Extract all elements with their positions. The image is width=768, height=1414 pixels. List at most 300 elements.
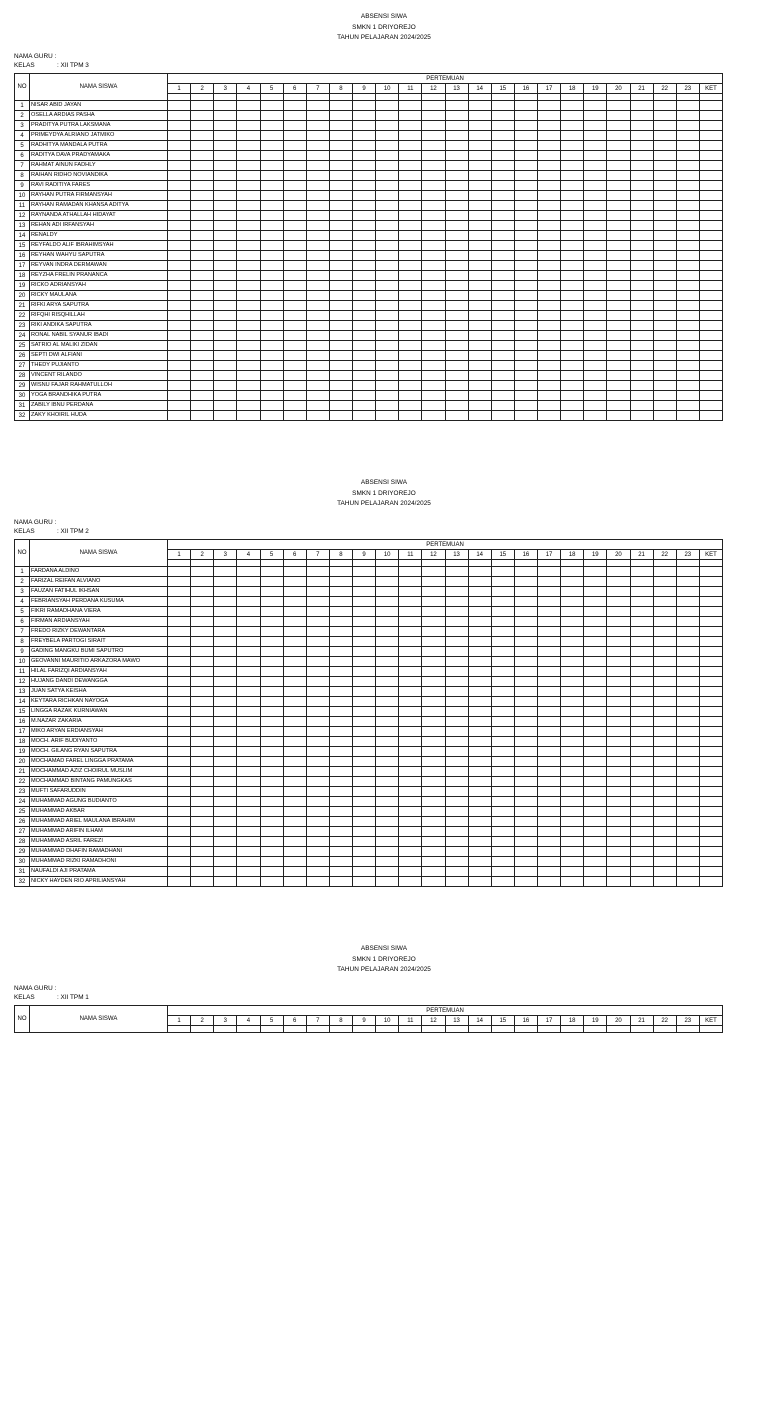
attendance-cell[interactable] bbox=[191, 677, 214, 687]
attendance-cell[interactable] bbox=[445, 181, 468, 191]
attendance-cell[interactable] bbox=[676, 101, 699, 111]
attendance-cell[interactable] bbox=[191, 577, 214, 587]
attendance-cell[interactable] bbox=[468, 221, 491, 231]
attendance-cell[interactable] bbox=[653, 341, 676, 351]
attendance-cell[interactable] bbox=[538, 131, 561, 141]
attendance-cell[interactable] bbox=[676, 647, 699, 657]
attendance-cell[interactable] bbox=[653, 241, 676, 251]
attendance-cell[interactable] bbox=[491, 301, 514, 311]
attendance-cell[interactable] bbox=[237, 181, 260, 191]
attendance-cell[interactable] bbox=[260, 141, 283, 151]
attendance-cell[interactable] bbox=[561, 251, 584, 261]
attendance-cell[interactable] bbox=[561, 757, 584, 767]
attendance-cell[interactable] bbox=[561, 351, 584, 361]
attendance-cell[interactable] bbox=[514, 757, 537, 767]
attendance-cell[interactable] bbox=[468, 597, 491, 607]
attendance-cell[interactable] bbox=[538, 321, 561, 331]
attendance-cell[interactable] bbox=[283, 191, 306, 201]
attendance-cell[interactable] bbox=[538, 767, 561, 777]
attendance-cell[interactable] bbox=[445, 251, 468, 261]
attendance-cell[interactable] bbox=[376, 171, 399, 181]
attendance-cell[interactable] bbox=[561, 291, 584, 301]
attendance-cell[interactable] bbox=[422, 877, 445, 887]
attendance-cell[interactable] bbox=[399, 877, 422, 887]
attendance-cell[interactable] bbox=[676, 577, 699, 587]
attendance-cell[interactable] bbox=[468, 687, 491, 697]
attendance-cell[interactable] bbox=[260, 361, 283, 371]
attendance-cell[interactable] bbox=[191, 401, 214, 411]
attendance-cell[interactable] bbox=[260, 707, 283, 717]
attendance-cell[interactable] bbox=[538, 211, 561, 221]
attendance-cell[interactable] bbox=[445, 837, 468, 847]
attendance-cell[interactable] bbox=[329, 687, 352, 697]
ket-cell[interactable] bbox=[699, 707, 722, 717]
attendance-cell[interactable] bbox=[676, 111, 699, 121]
attendance-cell[interactable] bbox=[491, 211, 514, 221]
attendance-cell[interactable] bbox=[653, 131, 676, 141]
attendance-cell[interactable] bbox=[376, 747, 399, 757]
attendance-cell[interactable] bbox=[399, 687, 422, 697]
attendance-cell[interactable] bbox=[376, 607, 399, 617]
attendance-cell[interactable] bbox=[584, 361, 607, 371]
ket-cell[interactable] bbox=[699, 331, 722, 341]
attendance-cell[interactable] bbox=[445, 141, 468, 151]
attendance-cell[interactable] bbox=[630, 617, 653, 627]
attendance-cell[interactable] bbox=[676, 807, 699, 817]
attendance-cell[interactable] bbox=[514, 687, 537, 697]
attendance-cell[interactable] bbox=[561, 587, 584, 597]
attendance-cell[interactable] bbox=[422, 647, 445, 657]
attendance-cell[interactable] bbox=[399, 331, 422, 341]
attendance-cell[interactable] bbox=[561, 361, 584, 371]
attendance-cell[interactable] bbox=[168, 261, 191, 271]
attendance-cell[interactable] bbox=[676, 331, 699, 341]
attendance-cell[interactable] bbox=[353, 321, 376, 331]
attendance-cell[interactable] bbox=[538, 577, 561, 587]
attendance-cell[interactable] bbox=[584, 677, 607, 687]
attendance-cell[interactable] bbox=[653, 847, 676, 857]
attendance-cell[interactable] bbox=[329, 677, 352, 687]
attendance-cell[interactable] bbox=[191, 667, 214, 677]
attendance-cell[interactable] bbox=[514, 301, 537, 311]
attendance-cell[interactable] bbox=[191, 301, 214, 311]
attendance-cell[interactable] bbox=[491, 141, 514, 151]
attendance-cell[interactable] bbox=[260, 647, 283, 657]
attendance-cell[interactable] bbox=[283, 677, 306, 687]
attendance-cell[interactable] bbox=[237, 121, 260, 131]
attendance-cell[interactable] bbox=[237, 371, 260, 381]
attendance-cell[interactable] bbox=[306, 757, 329, 767]
attendance-cell[interactable] bbox=[561, 567, 584, 577]
attendance-cell[interactable] bbox=[237, 807, 260, 817]
attendance-cell[interactable] bbox=[260, 657, 283, 667]
attendance-cell[interactable] bbox=[214, 151, 237, 161]
attendance-cell[interactable] bbox=[260, 797, 283, 807]
attendance-cell[interactable] bbox=[653, 587, 676, 597]
attendance-cell[interactable] bbox=[538, 587, 561, 597]
attendance-cell[interactable] bbox=[260, 867, 283, 877]
attendance-cell[interactable] bbox=[607, 627, 630, 637]
attendance-cell[interactable] bbox=[538, 827, 561, 837]
attendance-cell[interactable] bbox=[538, 261, 561, 271]
attendance-cell[interactable] bbox=[422, 567, 445, 577]
attendance-cell[interactable] bbox=[445, 877, 468, 887]
attendance-cell[interactable] bbox=[653, 231, 676, 241]
attendance-cell[interactable] bbox=[306, 777, 329, 787]
attendance-cell[interactable] bbox=[584, 301, 607, 311]
attendance-cell[interactable] bbox=[283, 201, 306, 211]
attendance-cell[interactable] bbox=[237, 587, 260, 597]
ket-cell[interactable] bbox=[699, 111, 722, 121]
attendance-cell[interactable] bbox=[191, 111, 214, 121]
attendance-cell[interactable] bbox=[399, 201, 422, 211]
attendance-cell[interactable] bbox=[468, 677, 491, 687]
attendance-cell[interactable] bbox=[329, 411, 352, 421]
attendance-cell[interactable] bbox=[653, 331, 676, 341]
attendance-cell[interactable] bbox=[514, 777, 537, 787]
attendance-cell[interactable] bbox=[584, 767, 607, 777]
attendance-cell[interactable] bbox=[168, 111, 191, 121]
attendance-cell[interactable] bbox=[607, 111, 630, 121]
attendance-cell[interactable] bbox=[306, 567, 329, 577]
attendance-cell[interactable] bbox=[422, 331, 445, 341]
attendance-cell[interactable] bbox=[538, 597, 561, 607]
attendance-cell[interactable] bbox=[468, 161, 491, 171]
attendance-cell[interactable] bbox=[468, 707, 491, 717]
attendance-cell[interactable] bbox=[468, 757, 491, 767]
attendance-cell[interactable] bbox=[584, 737, 607, 747]
attendance-cell[interactable] bbox=[561, 877, 584, 887]
attendance-cell[interactable] bbox=[376, 857, 399, 867]
attendance-cell[interactable] bbox=[468, 271, 491, 281]
ket-cell[interactable] bbox=[699, 747, 722, 757]
attendance-cell[interactable] bbox=[584, 311, 607, 321]
attendance-cell[interactable] bbox=[607, 857, 630, 867]
attendance-cell[interactable] bbox=[607, 321, 630, 331]
attendance-cell[interactable] bbox=[422, 707, 445, 717]
attendance-cell[interactable] bbox=[445, 351, 468, 361]
ket-cell[interactable] bbox=[699, 607, 722, 617]
attendance-cell[interactable] bbox=[607, 567, 630, 577]
attendance-cell[interactable] bbox=[260, 111, 283, 121]
attendance-cell[interactable] bbox=[561, 627, 584, 637]
attendance-cell[interactable] bbox=[283, 567, 306, 577]
attendance-cell[interactable] bbox=[676, 747, 699, 757]
attendance-cell[interactable] bbox=[561, 381, 584, 391]
attendance-cell[interactable] bbox=[491, 697, 514, 707]
attendance-cell[interactable] bbox=[237, 411, 260, 421]
attendance-cell[interactable] bbox=[584, 867, 607, 877]
attendance-cell[interactable] bbox=[306, 717, 329, 727]
attendance-cell[interactable] bbox=[191, 627, 214, 637]
attendance-cell[interactable] bbox=[399, 361, 422, 371]
attendance-cell[interactable] bbox=[584, 587, 607, 597]
attendance-cell[interactable] bbox=[607, 201, 630, 211]
attendance-cell[interactable] bbox=[676, 707, 699, 717]
attendance-cell[interactable] bbox=[676, 687, 699, 697]
ket-cell[interactable] bbox=[699, 567, 722, 577]
attendance-cell[interactable] bbox=[399, 737, 422, 747]
attendance-cell[interactable] bbox=[353, 241, 376, 251]
attendance-cell[interactable] bbox=[399, 597, 422, 607]
attendance-cell[interactable] bbox=[306, 867, 329, 877]
attendance-cell[interactable] bbox=[168, 141, 191, 151]
attendance-cell[interactable] bbox=[168, 241, 191, 251]
attendance-cell[interactable] bbox=[630, 101, 653, 111]
attendance-cell[interactable] bbox=[422, 171, 445, 181]
attendance-cell[interactable] bbox=[214, 607, 237, 617]
attendance-cell[interactable] bbox=[283, 281, 306, 291]
attendance-cell[interactable] bbox=[676, 161, 699, 171]
attendance-cell[interactable] bbox=[260, 131, 283, 141]
attendance-cell[interactable] bbox=[283, 627, 306, 637]
attendance-cell[interactable] bbox=[584, 827, 607, 837]
attendance-cell[interactable] bbox=[514, 391, 537, 401]
attendance-cell[interactable] bbox=[468, 111, 491, 121]
attendance-cell[interactable] bbox=[214, 837, 237, 847]
attendance-cell[interactable] bbox=[607, 817, 630, 827]
attendance-cell[interactable] bbox=[491, 757, 514, 767]
attendance-cell[interactable] bbox=[584, 131, 607, 141]
attendance-cell[interactable] bbox=[561, 121, 584, 131]
attendance-cell[interactable] bbox=[168, 807, 191, 817]
attendance-cell[interactable] bbox=[630, 231, 653, 241]
attendance-cell[interactable] bbox=[538, 151, 561, 161]
attendance-cell[interactable] bbox=[630, 161, 653, 171]
attendance-cell[interactable] bbox=[260, 271, 283, 281]
attendance-cell[interactable] bbox=[168, 607, 191, 617]
attendance-cell[interactable] bbox=[376, 867, 399, 877]
attendance-cell[interactable] bbox=[329, 617, 352, 627]
attendance-cell[interactable] bbox=[283, 251, 306, 261]
attendance-cell[interactable] bbox=[676, 617, 699, 627]
attendance-cell[interactable] bbox=[468, 667, 491, 677]
attendance-cell[interactable] bbox=[676, 867, 699, 877]
attendance-cell[interactable] bbox=[653, 251, 676, 261]
attendance-cell[interactable] bbox=[445, 291, 468, 301]
attendance-cell[interactable] bbox=[422, 807, 445, 817]
attendance-cell[interactable] bbox=[283, 291, 306, 301]
attendance-cell[interactable] bbox=[168, 647, 191, 657]
attendance-cell[interactable] bbox=[329, 341, 352, 351]
attendance-cell[interactable] bbox=[514, 381, 537, 391]
attendance-cell[interactable] bbox=[491, 857, 514, 867]
ket-cell[interactable] bbox=[699, 381, 722, 391]
attendance-cell[interactable] bbox=[168, 271, 191, 281]
attendance-cell[interactable] bbox=[630, 111, 653, 121]
attendance-cell[interactable] bbox=[237, 767, 260, 777]
attendance-cell[interactable] bbox=[491, 587, 514, 597]
attendance-cell[interactable] bbox=[376, 787, 399, 797]
attendance-cell[interactable] bbox=[607, 707, 630, 717]
ket-cell[interactable] bbox=[699, 637, 722, 647]
attendance-cell[interactable] bbox=[630, 171, 653, 181]
attendance-cell[interactable] bbox=[561, 311, 584, 321]
attendance-cell[interactable] bbox=[514, 341, 537, 351]
attendance-cell[interactable] bbox=[422, 391, 445, 401]
attendance-cell[interactable] bbox=[676, 727, 699, 737]
attendance-cell[interactable] bbox=[630, 261, 653, 271]
attendance-cell[interactable] bbox=[399, 281, 422, 291]
attendance-cell[interactable] bbox=[399, 151, 422, 161]
attendance-cell[interactable] bbox=[237, 677, 260, 687]
attendance-cell[interactable] bbox=[607, 757, 630, 767]
attendance-cell[interactable] bbox=[607, 747, 630, 757]
attendance-cell[interactable] bbox=[676, 667, 699, 677]
ket-cell[interactable] bbox=[699, 301, 722, 311]
attendance-cell[interactable] bbox=[468, 101, 491, 111]
attendance-cell[interactable] bbox=[399, 221, 422, 231]
ket-cell[interactable] bbox=[699, 877, 722, 887]
attendance-cell[interactable] bbox=[237, 221, 260, 231]
attendance-cell[interactable] bbox=[306, 837, 329, 847]
attendance-cell[interactable] bbox=[306, 351, 329, 361]
attendance-cell[interactable] bbox=[399, 677, 422, 687]
attendance-cell[interactable] bbox=[491, 241, 514, 251]
ket-cell[interactable] bbox=[699, 261, 722, 271]
attendance-cell[interactable] bbox=[468, 867, 491, 877]
attendance-cell[interactable] bbox=[514, 727, 537, 737]
attendance-cell[interactable] bbox=[214, 697, 237, 707]
attendance-cell[interactable] bbox=[653, 261, 676, 271]
attendance-cell[interactable] bbox=[491, 787, 514, 797]
attendance-cell[interactable] bbox=[468, 767, 491, 777]
attendance-cell[interactable] bbox=[283, 161, 306, 171]
attendance-cell[interactable] bbox=[283, 141, 306, 151]
attendance-cell[interactable] bbox=[561, 401, 584, 411]
attendance-cell[interactable] bbox=[607, 181, 630, 191]
attendance-cell[interactable] bbox=[538, 111, 561, 121]
attendance-cell[interactable] bbox=[445, 677, 468, 687]
attendance-cell[interactable] bbox=[168, 667, 191, 677]
attendance-cell[interactable] bbox=[607, 847, 630, 857]
attendance-cell[interactable] bbox=[676, 171, 699, 181]
attendance-cell[interactable] bbox=[376, 717, 399, 727]
attendance-cell[interactable] bbox=[538, 181, 561, 191]
attendance-cell[interactable] bbox=[376, 797, 399, 807]
attendance-cell[interactable] bbox=[445, 767, 468, 777]
attendance-cell[interactable] bbox=[584, 757, 607, 767]
attendance-cell[interactable] bbox=[653, 101, 676, 111]
attendance-cell[interactable] bbox=[237, 617, 260, 627]
attendance-cell[interactable] bbox=[561, 111, 584, 121]
ket-cell[interactable] bbox=[699, 221, 722, 231]
attendance-cell[interactable] bbox=[260, 607, 283, 617]
attendance-cell[interactable] bbox=[214, 597, 237, 607]
attendance-cell[interactable] bbox=[422, 301, 445, 311]
ket-cell[interactable] bbox=[699, 617, 722, 627]
attendance-cell[interactable] bbox=[191, 617, 214, 627]
attendance-cell[interactable] bbox=[329, 141, 352, 151]
attendance-cell[interactable] bbox=[607, 827, 630, 837]
attendance-cell[interactable] bbox=[168, 361, 191, 371]
attendance-cell[interactable] bbox=[422, 657, 445, 667]
attendance-cell[interactable] bbox=[584, 747, 607, 757]
attendance-cell[interactable] bbox=[283, 371, 306, 381]
attendance-cell[interactable] bbox=[514, 647, 537, 657]
attendance-cell[interactable] bbox=[607, 787, 630, 797]
attendance-cell[interactable] bbox=[561, 201, 584, 211]
attendance-cell[interactable] bbox=[329, 877, 352, 887]
attendance-cell[interactable] bbox=[329, 847, 352, 857]
attendance-cell[interactable] bbox=[260, 351, 283, 361]
attendance-cell[interactable] bbox=[399, 727, 422, 737]
attendance-cell[interactable] bbox=[422, 767, 445, 777]
attendance-cell[interactable] bbox=[561, 181, 584, 191]
attendance-cell[interactable] bbox=[376, 191, 399, 201]
ket-cell[interactable] bbox=[699, 657, 722, 667]
attendance-cell[interactable] bbox=[214, 857, 237, 867]
attendance-cell[interactable] bbox=[214, 677, 237, 687]
attendance-cell[interactable] bbox=[445, 121, 468, 131]
attendance-cell[interactable] bbox=[376, 587, 399, 597]
attendance-cell[interactable] bbox=[214, 201, 237, 211]
attendance-cell[interactable] bbox=[422, 371, 445, 381]
attendance-cell[interactable] bbox=[653, 607, 676, 617]
attendance-cell[interactable] bbox=[214, 261, 237, 271]
attendance-cell[interactable] bbox=[676, 251, 699, 261]
attendance-cell[interactable] bbox=[561, 331, 584, 341]
attendance-cell[interactable] bbox=[491, 201, 514, 211]
attendance-cell[interactable] bbox=[445, 577, 468, 587]
attendance-cell[interactable] bbox=[422, 211, 445, 221]
attendance-cell[interactable] bbox=[561, 281, 584, 291]
attendance-cell[interactable] bbox=[168, 617, 191, 627]
attendance-cell[interactable] bbox=[538, 271, 561, 281]
attendance-cell[interactable] bbox=[653, 597, 676, 607]
attendance-cell[interactable] bbox=[260, 817, 283, 827]
attendance-cell[interactable] bbox=[422, 757, 445, 767]
attendance-cell[interactable] bbox=[283, 837, 306, 847]
attendance-cell[interactable] bbox=[260, 877, 283, 887]
attendance-cell[interactable] bbox=[399, 211, 422, 221]
attendance-cell[interactable] bbox=[214, 827, 237, 837]
attendance-cell[interactable] bbox=[329, 381, 352, 391]
attendance-cell[interactable] bbox=[376, 141, 399, 151]
attendance-cell[interactable] bbox=[445, 171, 468, 181]
attendance-cell[interactable] bbox=[191, 807, 214, 817]
attendance-cell[interactable] bbox=[376, 291, 399, 301]
attendance-cell[interactable] bbox=[468, 121, 491, 131]
attendance-cell[interactable] bbox=[191, 647, 214, 657]
attendance-cell[interactable] bbox=[491, 231, 514, 241]
ket-cell[interactable] bbox=[699, 827, 722, 837]
attendance-cell[interactable] bbox=[491, 331, 514, 341]
attendance-cell[interactable] bbox=[260, 181, 283, 191]
attendance-cell[interactable] bbox=[329, 817, 352, 827]
attendance-cell[interactable] bbox=[376, 577, 399, 587]
attendance-cell[interactable] bbox=[329, 637, 352, 647]
attendance-cell[interactable] bbox=[653, 141, 676, 151]
attendance-cell[interactable] bbox=[353, 787, 376, 797]
attendance-cell[interactable] bbox=[283, 411, 306, 421]
attendance-cell[interactable] bbox=[399, 837, 422, 847]
attendance-cell[interactable] bbox=[283, 401, 306, 411]
attendance-cell[interactable] bbox=[584, 381, 607, 391]
attendance-cell[interactable] bbox=[399, 667, 422, 677]
attendance-cell[interactable] bbox=[445, 607, 468, 617]
attendance-cell[interactable] bbox=[237, 351, 260, 361]
attendance-cell[interactable] bbox=[306, 411, 329, 421]
attendance-cell[interactable] bbox=[538, 667, 561, 677]
attendance-cell[interactable] bbox=[491, 131, 514, 141]
attendance-cell[interactable] bbox=[376, 707, 399, 717]
attendance-cell[interactable] bbox=[168, 191, 191, 201]
attendance-cell[interactable] bbox=[445, 787, 468, 797]
attendance-cell[interactable] bbox=[607, 191, 630, 201]
attendance-cell[interactable] bbox=[376, 677, 399, 687]
ket-cell[interactable] bbox=[699, 231, 722, 241]
